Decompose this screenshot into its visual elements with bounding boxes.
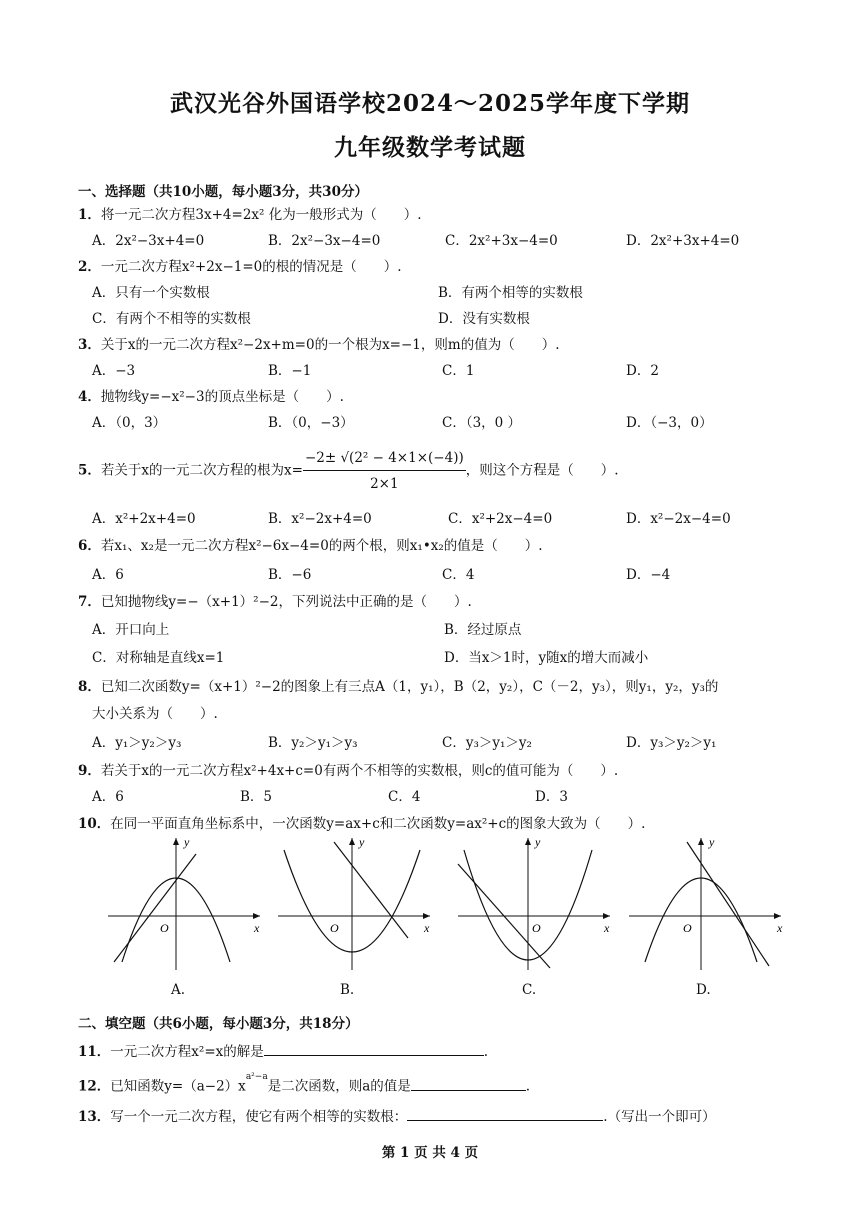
question-stem: 一元二次方程x²=x的解是 bbox=[110, 1044, 264, 1060]
q5-option-b: B．x²−2x+4=0 bbox=[268, 511, 372, 527]
q7-option-b: B．经过原点 bbox=[444, 622, 522, 638]
fraction-denominator: 2×1 bbox=[370, 476, 399, 492]
question-stem-after: 是二次函数，则a的值是 bbox=[267, 1078, 411, 1095]
question-stem: 写一个一元二次方程，使它有两个相等的实数根： bbox=[110, 1109, 408, 1125]
question-8-line2: 大小关系为（ ）. bbox=[92, 706, 218, 722]
question-number: 3． bbox=[78, 337, 101, 353]
q8-option-a: A．y₁＞y₂＞y₃ bbox=[92, 735, 182, 751]
graph-option-d bbox=[625, 834, 795, 974]
section2-heading: 二、填空题（共6小题，每小题3分，共18分） bbox=[78, 1016, 359, 1032]
q9-option-c: C．4 bbox=[388, 789, 421, 805]
question-stem-before: 已知函数y=（a−2）x bbox=[110, 1078, 246, 1095]
graph-option-c bbox=[450, 834, 620, 974]
q1-option-d: D．2x²+3x+4=0 bbox=[626, 233, 740, 249]
q2-option-c: C．有两个不相等的实数根 bbox=[92, 311, 251, 327]
q4-option-a: A．（0，3） bbox=[92, 415, 167, 431]
q1-option-b: B．2x²−3x−4=0 bbox=[268, 233, 381, 249]
origin-label: O bbox=[532, 921, 541, 935]
question-11 bbox=[78, 1041, 488, 1061]
question-number: 13． bbox=[78, 1109, 111, 1125]
y-axis-label: y bbox=[535, 835, 541, 849]
answer-blank[interactable] bbox=[264, 1041, 484, 1056]
q3-option-b: B．−1 bbox=[268, 363, 312, 379]
x-axis-label: x bbox=[604, 921, 610, 935]
question-6 bbox=[78, 537, 543, 555]
exponent: a²−a bbox=[245, 1072, 268, 1082]
q9-option-b: B．5 bbox=[240, 789, 273, 805]
question-end: . bbox=[525, 1078, 531, 1095]
graph-label-a: A. bbox=[171, 982, 186, 998]
q8-option-c: C．y₃＞y₁＞y₂ bbox=[442, 735, 532, 751]
question-7 bbox=[78, 593, 472, 611]
question-stem-before: 若关于x的一元二次方程的根为x= bbox=[100, 462, 303, 479]
y-axis-arrow-icon bbox=[525, 838, 531, 845]
origin-label: O bbox=[160, 921, 169, 935]
q5-option-d: D．x²−2x−4=0 bbox=[626, 511, 731, 527]
q2-option-a: A．只有一个实数根 bbox=[92, 285, 210, 301]
exam-title-line2: 九年级数学考试题 bbox=[334, 134, 526, 161]
graph-label-b: B. bbox=[340, 982, 355, 998]
q4-option-b: B．（0，−3） bbox=[268, 415, 354, 431]
q2-option-d: D．没有实数根 bbox=[438, 311, 530, 327]
question-number: 4． bbox=[78, 389, 101, 405]
question-number: 11． bbox=[78, 1044, 111, 1060]
q4-option-d: D．（−3，0） bbox=[626, 415, 713, 431]
y-axis-label: y bbox=[359, 835, 365, 849]
graph-option-b bbox=[270, 834, 440, 974]
fraction-numerator: −2± √(2² − 4×1×(−4)) bbox=[303, 448, 466, 471]
section1-heading: 一、选择题（共10小题，每小题3分，共30分） bbox=[78, 184, 368, 200]
q6-option-c: C．4 bbox=[442, 567, 475, 583]
page-footer: 第 1 页 共 4 页 bbox=[381, 1145, 479, 1161]
line-graph bbox=[334, 842, 408, 938]
question-2 bbox=[78, 258, 402, 276]
graph-option-a bbox=[100, 834, 270, 974]
q8-option-b: B．y₂＞y₁＞y₃ bbox=[268, 735, 358, 751]
y-axis-arrow-icon bbox=[349, 838, 355, 845]
question-10 bbox=[78, 815, 645, 833]
question-3 bbox=[78, 336, 560, 354]
question-4 bbox=[78, 388, 344, 406]
question-stem-after: ，则这个方程是（ ）. bbox=[465, 462, 619, 479]
question-stem: 已知抛物线y=−（x+1）²−2，下列说法中正确的是（ ）. bbox=[100, 594, 472, 610]
q6-option-b: B．−6 bbox=[268, 567, 312, 583]
question-stem: 将一元二次方程3x+4=2x² 化为一般形式为（ ）. bbox=[100, 207, 422, 223]
q3-option-d: D．2 bbox=[626, 363, 659, 379]
x-axis-arrow-icon bbox=[253, 913, 260, 919]
q7-option-a: A．开口向上 bbox=[92, 622, 170, 638]
question-5 bbox=[78, 448, 619, 494]
question-number: 10． bbox=[78, 816, 111, 832]
q3-option-a: A．−3 bbox=[92, 363, 136, 379]
question-end: . bbox=[483, 1044, 489, 1060]
y-axis-arrow-icon bbox=[698, 838, 704, 845]
question-stem: 在同一平面直角坐标系中，一次函数y=ax+c和二次函数y=ax²+c的图象大致为（ ）. bbox=[110, 816, 646, 832]
origin-label: O bbox=[683, 921, 692, 935]
exam-title-line1: 武汉光谷外国语学校2024～2025学年度下学期 bbox=[169, 90, 691, 117]
q5-option-a: A．x²+2x+4=0 bbox=[92, 511, 196, 527]
question-number: 9． bbox=[78, 763, 101, 779]
x-axis-arrow-icon bbox=[603, 913, 610, 919]
x-axis-label: x bbox=[254, 921, 260, 935]
question-number: 8． bbox=[78, 679, 101, 695]
question-number: 12． bbox=[78, 1078, 111, 1095]
question-stem-line1: 已知二次函数y=（x+1）²−2的图象上有三点A（1，y₁），B（2，y₂），C（－2，y₃），则y₁，y₂，y₃的 bbox=[100, 679, 719, 695]
answer-blank[interactable] bbox=[411, 1076, 526, 1091]
question-number: 6． bbox=[78, 538, 101, 554]
question-stem: 抛物线y=−x²−3的顶点坐标是（ ）. bbox=[100, 389, 344, 405]
question-1 bbox=[78, 206, 422, 224]
y-axis-label: y bbox=[709, 835, 715, 849]
q9-option-a: A．6 bbox=[92, 789, 124, 805]
question-13 bbox=[78, 1106, 716, 1126]
line-graph bbox=[114, 854, 196, 962]
q2-option-b: B．有两个相等的实数根 bbox=[438, 285, 583, 301]
q6-option-a: A．6 bbox=[92, 567, 124, 583]
q1-option-c: C．2x²+3x−4=0 bbox=[445, 233, 558, 249]
question-stem: 一元二次方程x²+2x−1=0的根的情况是（ ）. bbox=[100, 259, 402, 275]
q6-option-d: D．−4 bbox=[626, 567, 671, 583]
q5-option-c: C．x²+2x−4=0 bbox=[448, 511, 553, 527]
x-axis-arrow-icon bbox=[774, 913, 781, 919]
question-number: 5． bbox=[78, 462, 101, 479]
root-formula-fraction bbox=[303, 448, 466, 494]
question-stem: 若关于x的一元二次方程x²+4x+c=0有两个不相等的实数根，则c的值可能为（ ）. bbox=[100, 763, 619, 779]
q7-option-d: D．当x＞1时，y随x的增大而减小 bbox=[444, 650, 649, 666]
question-number: 7． bbox=[78, 594, 101, 610]
question-end: .（写出一个即可） bbox=[603, 1109, 716, 1125]
question-stem: 若x₁、x₂是一元二次方程x²−6x−4=0的两个根，则x₁•x₂的值是（ ）. bbox=[100, 538, 543, 554]
question-12 bbox=[78, 1074, 530, 1096]
q7-option-c: C．对称轴是直线x=1 bbox=[92, 650, 225, 666]
x-axis-label: x bbox=[424, 921, 430, 935]
question-stem: 关于x的一元二次方程x²−2x+m=0的一个根为x=−1，则m的值为（ ）. bbox=[100, 337, 560, 353]
question-9 bbox=[78, 762, 618, 780]
q9-option-d: D．3 bbox=[535, 789, 568, 805]
answer-blank[interactable] bbox=[407, 1106, 603, 1121]
graph-label-c: C. bbox=[522, 982, 537, 998]
q3-option-c: C．1 bbox=[442, 363, 475, 379]
q1-option-a: A．2x²−3x+4=0 bbox=[92, 233, 205, 249]
origin-label: O bbox=[330, 921, 339, 935]
line-graph bbox=[687, 842, 769, 966]
y-axis-label: y bbox=[184, 835, 190, 849]
question-8 bbox=[78, 678, 718, 696]
q8-option-d: D．y₃＞y₂＞y₁ bbox=[626, 735, 717, 751]
x-axis-arrow-icon bbox=[423, 913, 430, 919]
x-axis-label: x bbox=[777, 921, 783, 935]
q4-option-c: C．（3，0 ） bbox=[442, 415, 522, 431]
graph-label-d: D. bbox=[696, 982, 711, 998]
question-number: 1． bbox=[78, 207, 101, 223]
y-axis-arrow-icon bbox=[173, 838, 179, 845]
question-number: 2． bbox=[78, 259, 101, 275]
